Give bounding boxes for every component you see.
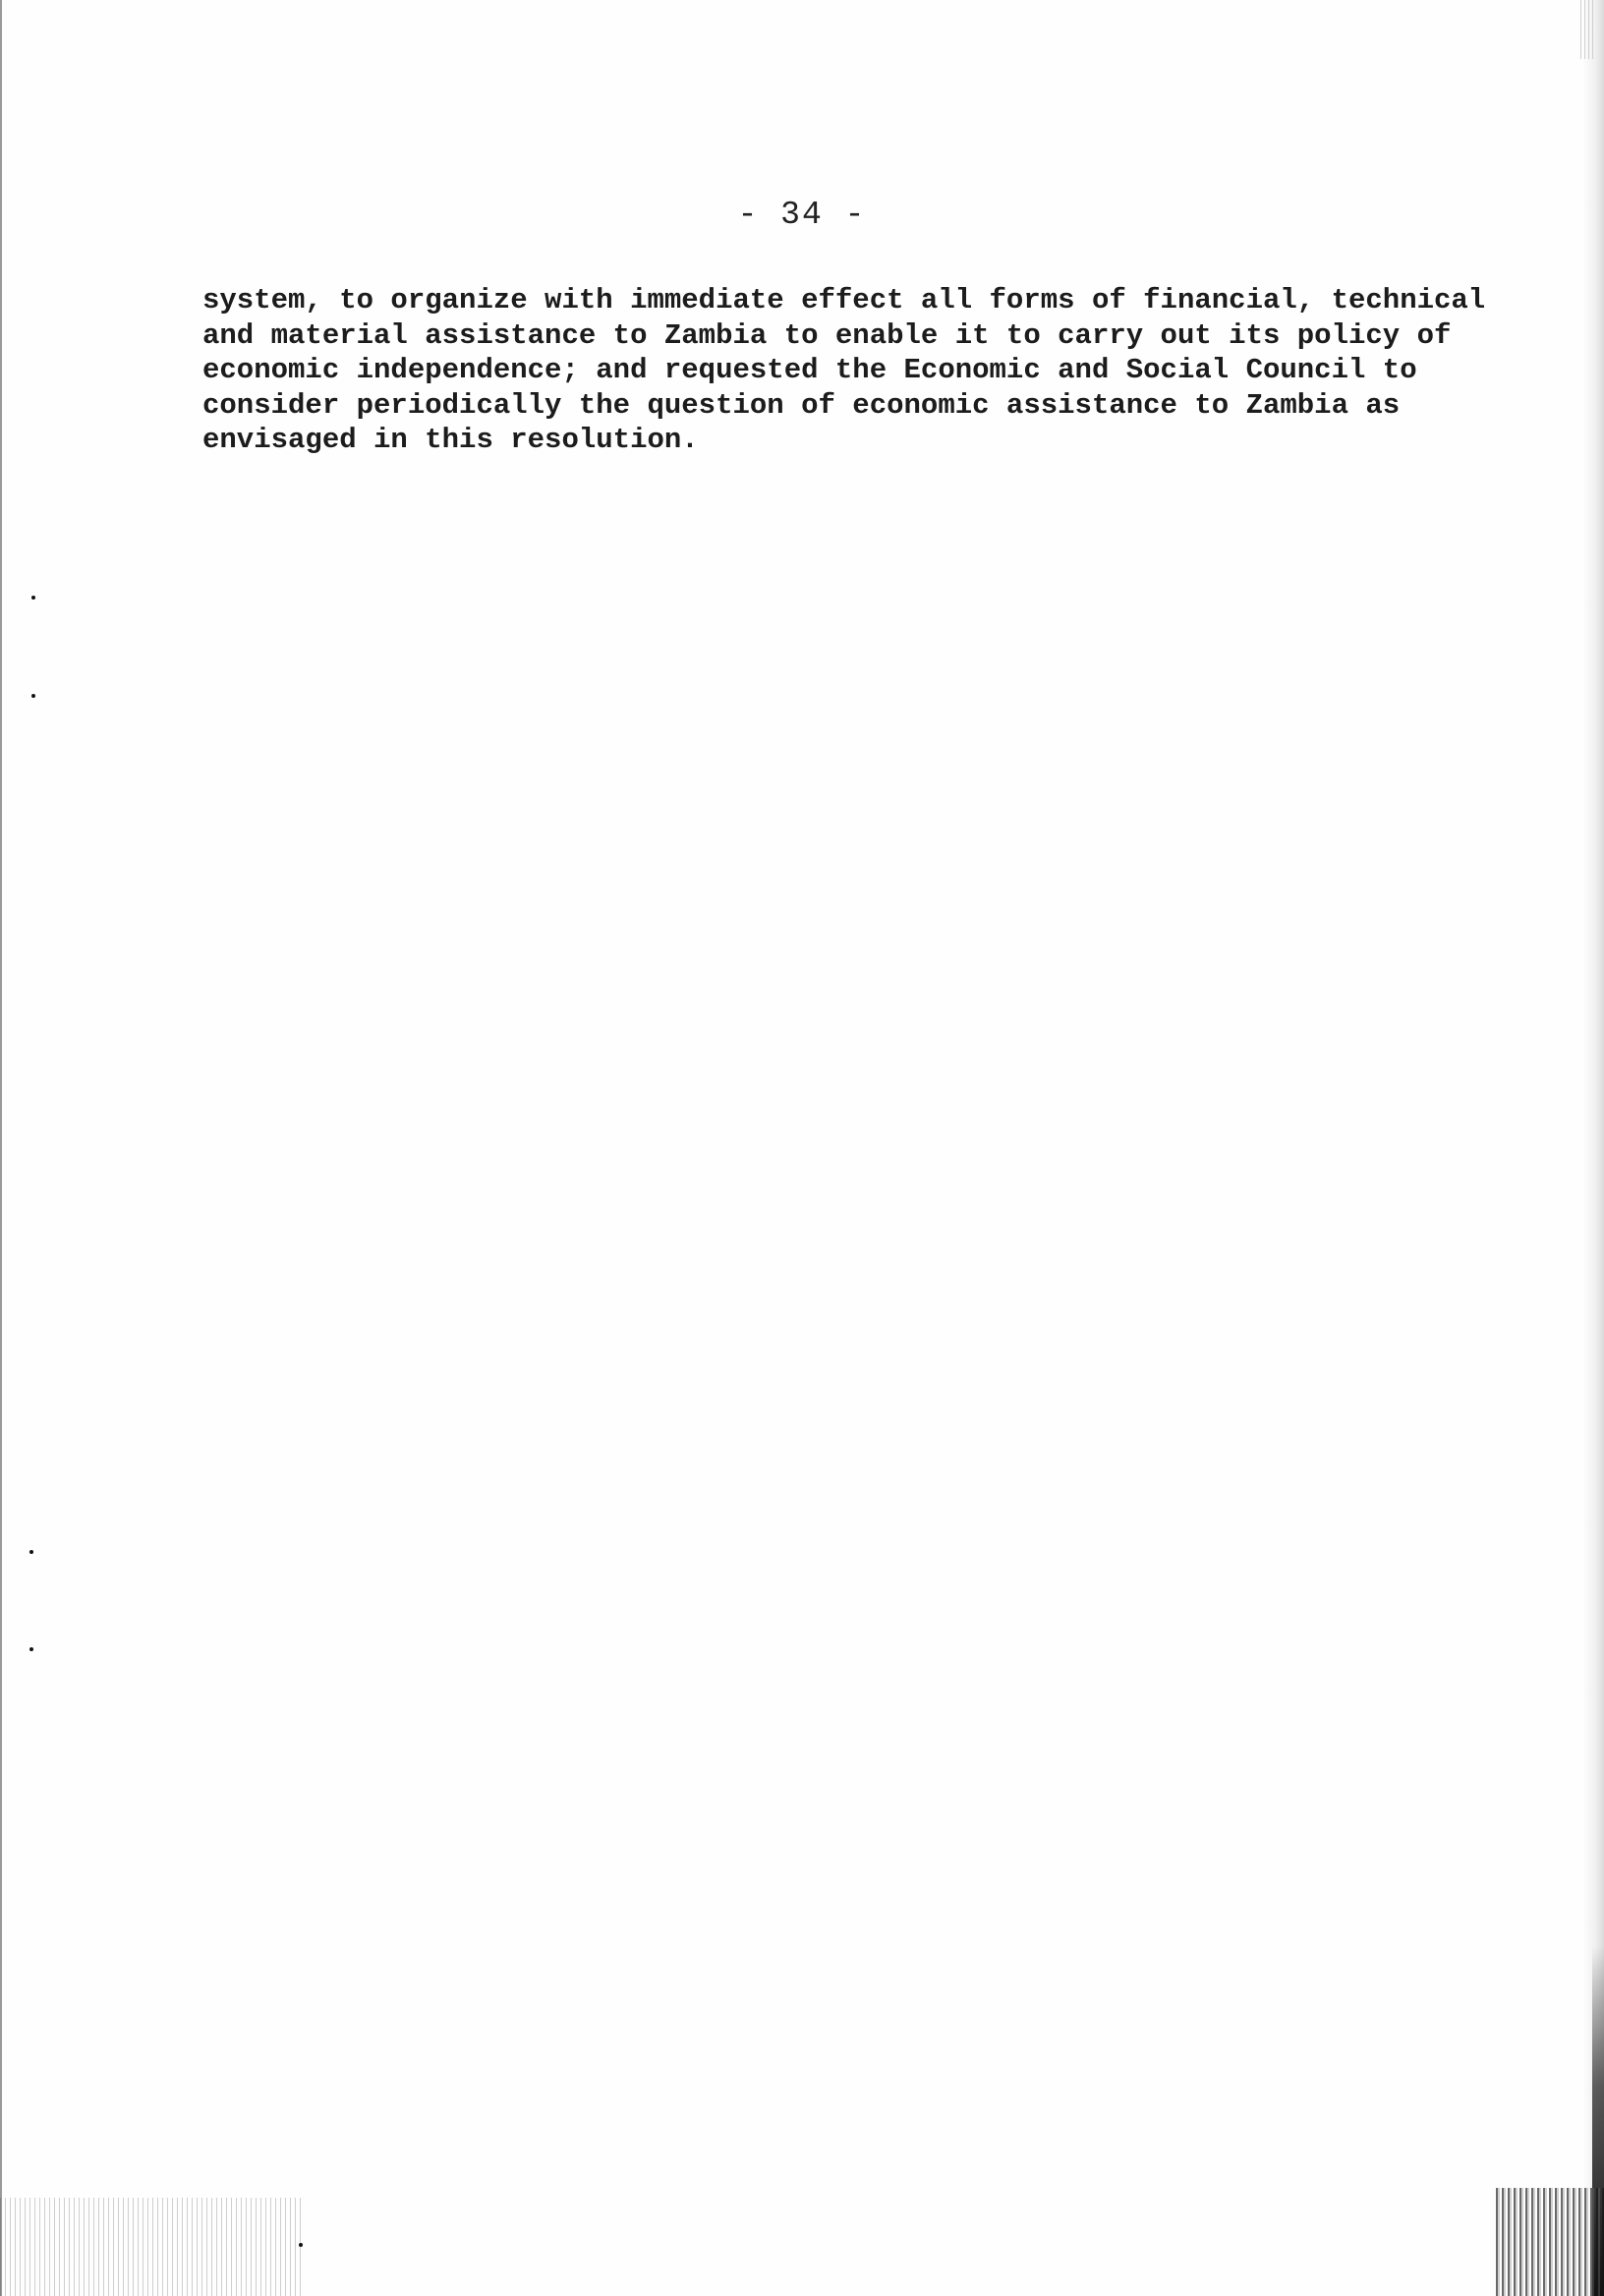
paragraph-line: envisaged in this resolution.: [202, 424, 699, 456]
scan-left-border: [0, 0, 2, 2296]
punch-mark: [299, 2243, 303, 2247]
punch-mark: [31, 694, 35, 698]
scan-corner-smudge: [1496, 2188, 1604, 2296]
punch-mark: [29, 1550, 33, 1554]
punch-mark: [29, 1647, 33, 1651]
paragraph-line: consider periodically the question of economic assistance to Zambia as: [202, 388, 1401, 422]
scan-top-right-artifact: [1580, 0, 1594, 59]
paragraph-line: economic independence; and requested the Economic and Social Council to: [202, 354, 1417, 386]
page-number: - 34 -: [737, 197, 867, 233]
paragraph-line: system, to organize with immediate effect all forms of financial, technical: [202, 284, 1486, 316]
body-paragraph: [202, 283, 1486, 458]
scan-bottom-left-noise: [0, 2198, 305, 2296]
punch-mark: [31, 596, 35, 600]
paragraph-line: and material assistance to Zambia to enable it to carry out its policy of: [202, 318, 1452, 352]
